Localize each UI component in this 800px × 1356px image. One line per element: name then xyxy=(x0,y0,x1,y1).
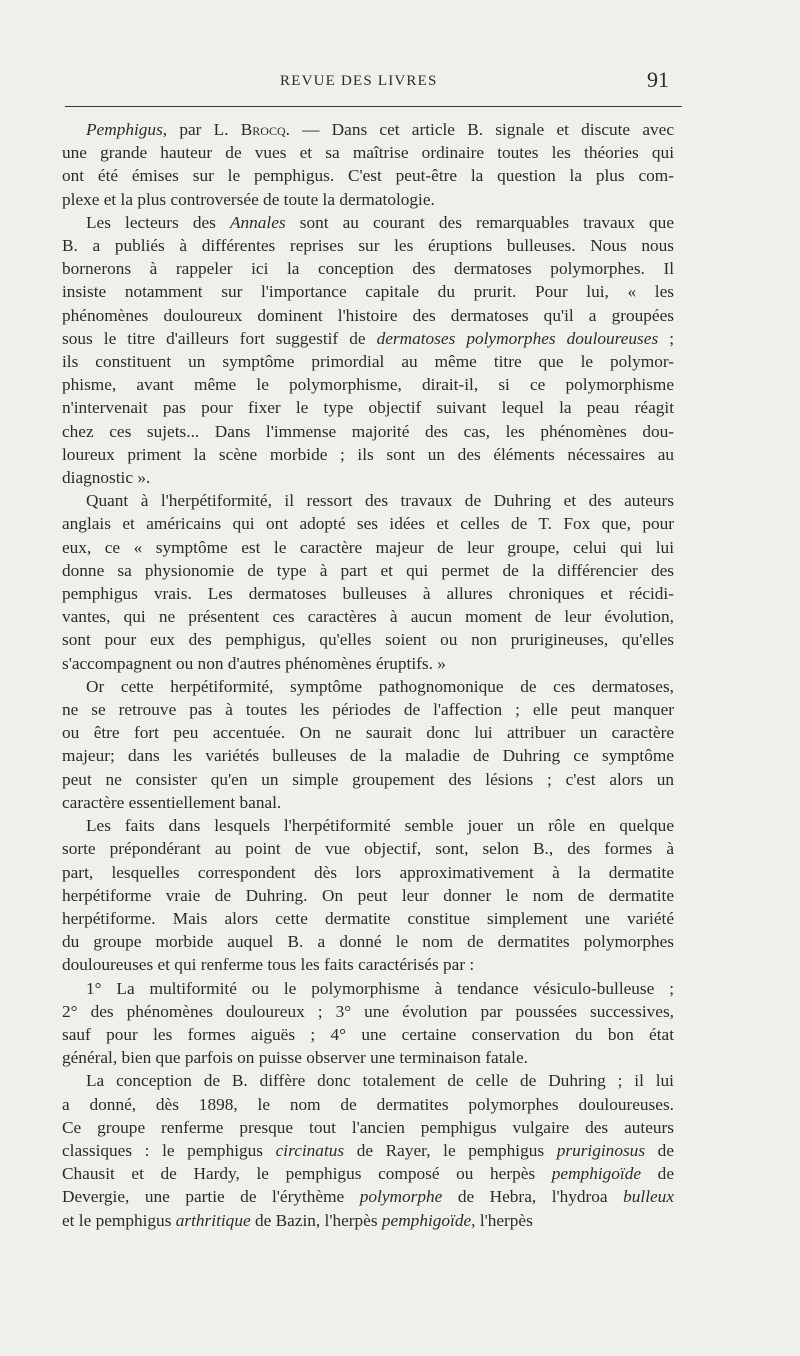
text-line: insiste notamment sur l'importance capitale du prurit. Pour lui, « les xyxy=(62,282,674,302)
text-line: diagnostic ». xyxy=(62,468,151,488)
text-line: ne se retrouve pas à toutes les périodes de l'affection ; elle peut manquer xyxy=(62,700,674,720)
text-line: ou être fort peu accentuée. On ne saurait donc lui attribuer un caractère xyxy=(62,723,674,743)
text-line: plexe et la plus controversée de toute la dermatologie. xyxy=(62,189,435,209)
text-line: loureux priment la scène morbide ; ils sont un des éléments nécessaires au xyxy=(62,444,674,464)
text-line: ont été émises sur le pemphigus. C'est peut-être la question la plus com- xyxy=(62,166,674,186)
text-line: B. a publiés à différentes reprises sur les éruptions bulleuses. Nous nous xyxy=(62,236,674,256)
text-line: herpétiforme. Mais alors cette dermatite constitue simplement une variété xyxy=(62,908,674,928)
running-title: REVUE DES LIVRES xyxy=(280,73,438,89)
text-line: pemphigus vrais. Les dermatoses bulleuses à allures chroniques et récidi- xyxy=(62,584,674,604)
text-line: donne sa physionomie de type à part et qui permet de la différencier des xyxy=(62,560,674,580)
page-number: 91 xyxy=(647,67,669,92)
text-line: Chausit et de Hardy, le pemphigus composé ou herpès pemphigoïde de xyxy=(62,1164,674,1184)
text-line: herpétiforme vraie de Duhring. On peut leur donner le nom de dermatite xyxy=(62,885,674,905)
paragraph xyxy=(62,1069,674,1231)
text-line: a donné, dès 1898, le nom de dermatites polymorphes douloureuses. xyxy=(62,1094,674,1114)
text-line: une grande hauteur de vues et sa maîtrise ordinaire toutes les théories qui xyxy=(62,143,674,163)
text-line: sous le titre d'ailleurs fort suggestif de dermatoses polymorphes douloureuses ; xyxy=(62,328,675,348)
text-line: Les lecteurs des Annales sont au courant des remarquables travaux que xyxy=(86,212,674,232)
text-line: s'accompagnent ou non d'autres phénomènes éruptifs. » xyxy=(62,653,446,673)
header-rule xyxy=(65,106,682,107)
text-line: 1° La multiformité ou le polymorphisme à tendance vésiculo-bulleuse ; xyxy=(86,978,674,998)
review-body xyxy=(62,118,674,1232)
text-line: sauf pour les formes aiguës ; 4° une certaine conservation du bon état xyxy=(62,1024,674,1044)
paragraph xyxy=(62,489,674,675)
text-line: n'intervenait pas pour fixer le type objectif suivant lequel la peau réagit xyxy=(62,398,674,418)
text-line: peut ne consister qu'en un simple groupement des lésions ; c'est alors un xyxy=(62,769,674,789)
text-line: sont pour eux des pemphigus, qu'elles soient ou non prurigineuses, qu'elles xyxy=(62,630,674,650)
text-line: douloureuses et qui renferme tous les faits caractérisés par : xyxy=(62,955,475,975)
text-line: classiques : le pemphigus circinatus de Rayer, le pemphigus pruriginosus de xyxy=(62,1140,674,1160)
text-line: 2° des phénomènes douloureux ; 3° une évolution par poussées successives, xyxy=(62,1001,674,1021)
text-line: chez ces sujets... Dans l'immense majorité des cas, les phénomènes dou- xyxy=(62,421,674,441)
paragraph xyxy=(62,814,674,976)
text-line: et le pemphigus arthritique de Bazin, l'herpès pemphigoïde, l'herpès xyxy=(62,1210,533,1230)
text-line: bornerons à rappeler ici la conception des dermatoses polymorphes. Il xyxy=(62,259,674,279)
paragraph xyxy=(62,977,674,1070)
paragraph xyxy=(62,211,674,489)
text-line: Ce groupe renferme presque tout l'ancien pemphigus vulgaire des auteurs xyxy=(62,1117,674,1137)
text-line: ils constituent un symptôme primordial au même titre que le polymor- xyxy=(62,352,674,372)
text-line: eux, ce « symptôme est le caractère majeur de leur groupe, celui qui lui xyxy=(62,537,674,557)
text-line: anglais et américains qui ont adopté ses idées et celles de T. Fox que, pour xyxy=(62,514,674,534)
text-line: Pemphigus, par L. Brocq. — Dans cet article B. signale et discute avec xyxy=(86,120,674,139)
text-line: vantes, qui ne présentent ces caractères à aucun moment de leur évolution, xyxy=(62,607,674,627)
text-line: sorte prépondérant au point de vue objectif, sont, selon B., des formes à xyxy=(62,839,674,859)
text-line: caractère essentiellement banal. xyxy=(62,792,282,812)
text-line: Quant à l'herpétiformité, il ressort des travaux de Duhring et des auteurs xyxy=(86,491,674,511)
text-line: phénomènes douloureux dominent l'histoire des dermatoses qu'il a groupées xyxy=(62,305,674,325)
text-line: part, lesquelles correspondent dès lors approximativement à la dermatite xyxy=(62,862,674,882)
text-line: du groupe morbide auquel B. a donné le nom de dermatites polymorphes xyxy=(62,932,674,952)
page-header xyxy=(0,67,800,97)
paragraph xyxy=(62,118,674,211)
text-line: majeur; dans les variétés bulleuses de la maladie de Duhring ce symptôme xyxy=(62,746,674,766)
text-line: Les faits dans lesquels l'herpétiformité semble jouer un rôle en quelque xyxy=(86,816,674,836)
text-line: Devergie, une partie de l'érythème polymorphe de Hebra, l'hydroa bulleux xyxy=(62,1187,674,1207)
text-line: général, bien que parfois on puisse observer une terminaison fatale. xyxy=(62,1048,528,1068)
text-line: La conception de B. diffère donc totalement de celle de Duhring ; il lui xyxy=(86,1071,674,1091)
paragraph xyxy=(62,675,674,814)
text-line: Or cette herpétiformité, symptôme pathognomonique de ces dermatoses, xyxy=(86,676,674,696)
text-line: phisme, avant même le polymorphisme, dirait-il, si ce polymorphisme xyxy=(62,375,674,395)
